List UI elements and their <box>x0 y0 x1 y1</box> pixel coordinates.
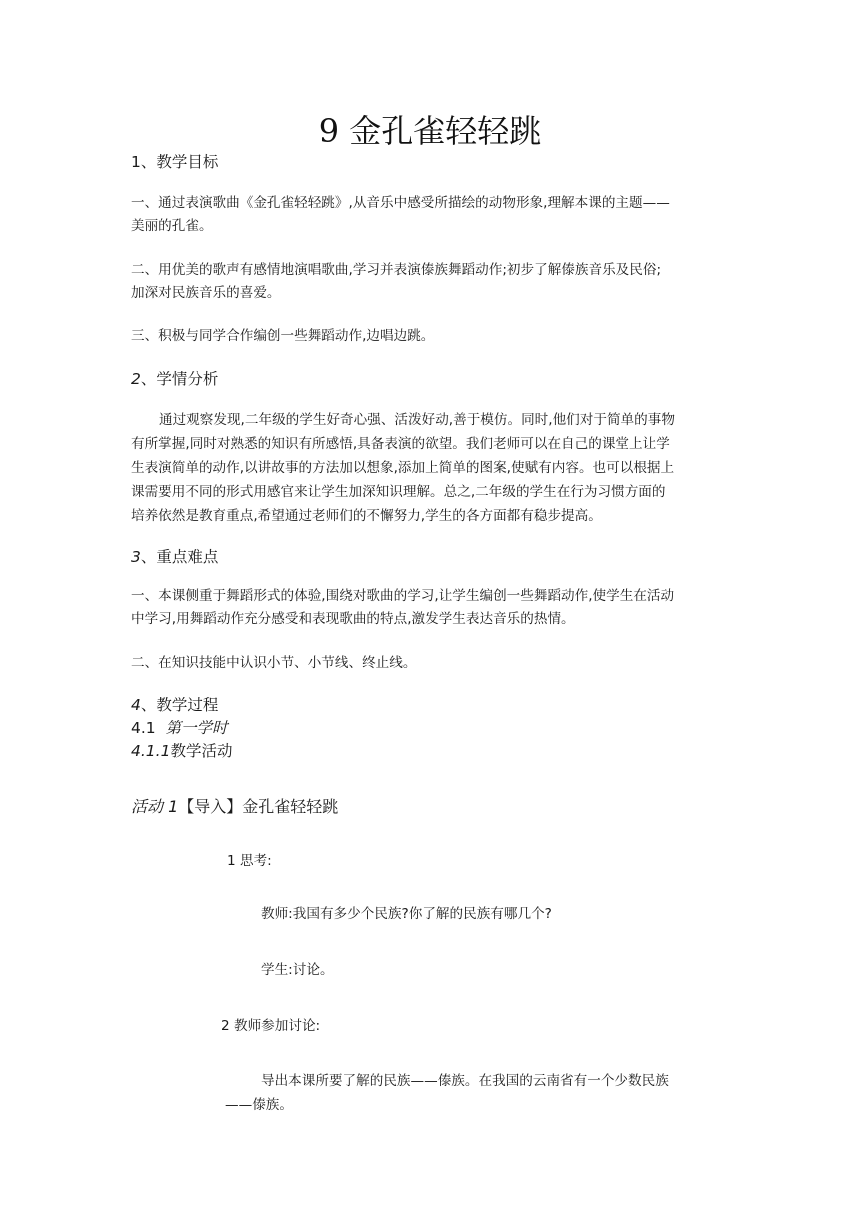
objective-1-line-2: 美丽的孔雀。 <box>131 218 213 234</box>
student-response: 学生:讨论。 <box>261 962 334 978</box>
step-1-think: 1 思考: <box>227 853 272 869</box>
key-point-1-line-2: 中学习,用舞蹈动作充分感受和表现歌曲的特点,激发学生表达音乐的热情。 <box>131 611 575 627</box>
objective-3: 三、积极与同学合作编创一些舞蹈动作,边唱边跳。 <box>131 328 435 344</box>
analysis-line-4: 课需要用不同的形式用感官来让学生加深知识理解。总之,二年级的学生在行为习惯方面的 <box>131 484 666 500</box>
step-2-teacher-discussion: 2 教师参加讨论: <box>221 1018 321 1034</box>
section-heading-key-points: 3、重点难点 <box>131 548 219 566</box>
objective-2-line-2: 加深对民族音乐的喜爱。 <box>131 285 281 301</box>
objective-2-line-1: 二、用优美的歌声有感情地演唱歌曲,学习并表演傣族舞蹈动作;初步了解傣族音乐及民俗; <box>131 262 662 278</box>
intro-line-1: 导出本课所要了解的民族——傣族。在我国的云南省有一个少数民族 <box>261 1073 669 1089</box>
activity-1-heading: 活动 1【导入】金孔雀轻轻跳 <box>131 797 339 816</box>
section-heading-objectives: 1、教学目标 <box>131 153 219 171</box>
key-point-1-line-1: 一、本课侧重于舞蹈形式的体验,围绕对歌曲的学习,让学生编创一些舞蹈动作,使学生在活动 <box>131 588 675 604</box>
analysis-line-3: 生表演简单的动作,以讲故事的方法加以想象,添加上简单的图案,使赋有内容。也可以根据上 <box>131 460 675 476</box>
intro-line-2: ——傣族。 <box>225 1097 293 1113</box>
section-heading-analysis: 2、学情分析 <box>131 370 219 388</box>
key-point-2: 二、在知识技能中认识小节、小节线、终止线。 <box>131 655 417 671</box>
analysis-line-2: 有所掌握,同时对熟悉的知识有所感悟,具备表演的欲望。我们老师可以在自己的课堂上让学 <box>131 436 670 452</box>
analysis-line-1: 通过观察发现,二年级的学生好奇心强、活泼好动,善于模仿。同时,他们对于简单的事物 <box>159 412 675 428</box>
teacher-question: 教师:我国有多少个民族?你了解的民族有哪几个? <box>261 906 552 922</box>
subsection-lesson-1: 4.1 第一学时 <box>131 719 228 737</box>
analysis-line-5: 培养依然是教育重点,希望通过老师们的不懈努力,学生的各方面都有稳步提高。 <box>131 508 602 524</box>
objective-1-line-1: 一、通过表演歌曲《金孔雀轻轻跳》,从音乐中感受所描绘的动物形象,理解本课的主题—— <box>131 195 670 211</box>
section-heading-process: 4、教学过程 <box>131 696 219 714</box>
page-title: 9 金孔雀轻轻跳 <box>318 112 542 150</box>
subsection-teaching-activity: 4.1.1教学活动 <box>131 742 233 760</box>
